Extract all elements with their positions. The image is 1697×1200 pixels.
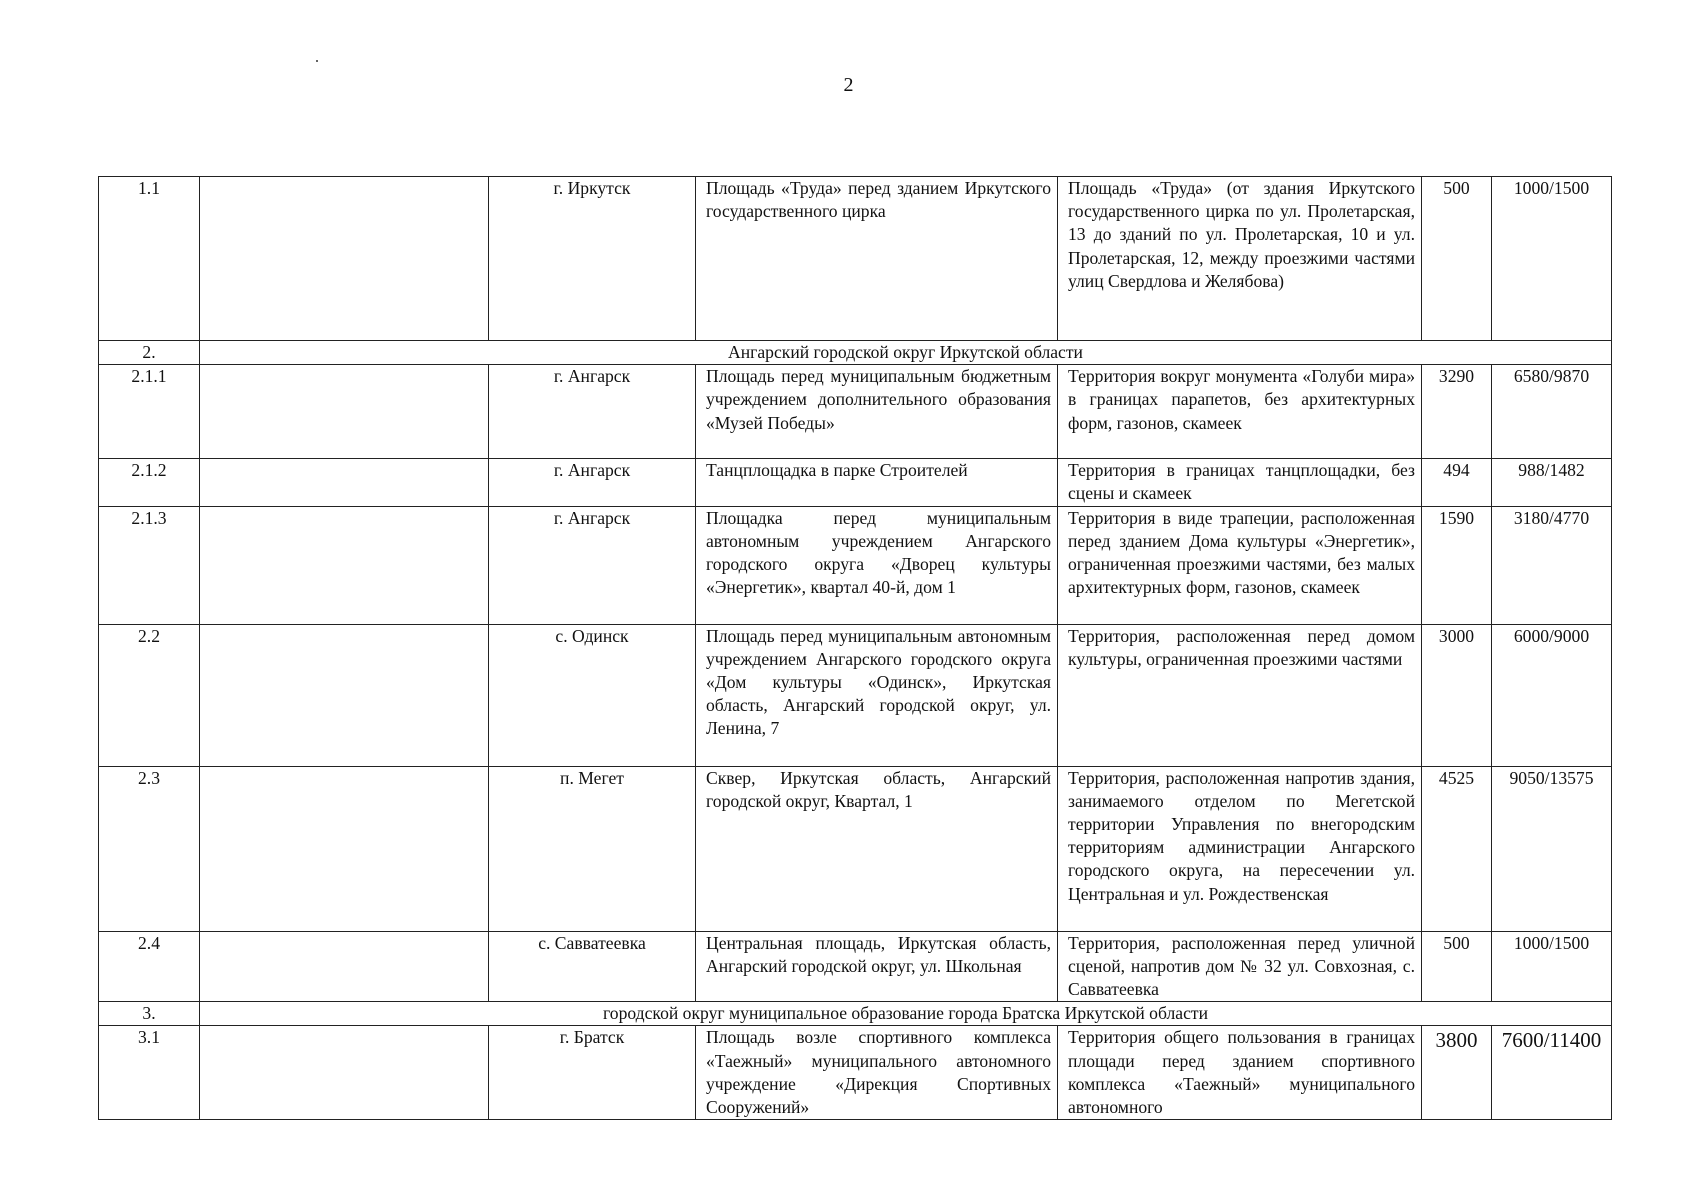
group-title: городской округ муниципальное образование города Братска Иркутской области <box>200 1002 1612 1026</box>
row-number: 2.1.2 <box>99 459 200 506</box>
area-cell: 500 <box>1422 177 1492 341</box>
capacity-cell: 3180/4770 <box>1492 506 1612 624</box>
table-row <box>99 931 1612 1002</box>
settlement-cell: г. Иркутск <box>489 177 696 341</box>
area-cell: 3000 <box>1422 624 1492 766</box>
area-cell: 1590 <box>1422 506 1492 624</box>
empty-cell <box>200 365 489 459</box>
row-number: 2.1.1 <box>99 365 200 459</box>
empty-cell <box>200 177 489 341</box>
group-number: 3. <box>99 1002 200 1026</box>
row-number: 2.4 <box>99 931 200 1002</box>
capacity-cell: 1000/1500 <box>1492 931 1612 1002</box>
territory-cell: Территория, расположенная перед домом культуры, ограниченная проезжими частями <box>1058 624 1422 766</box>
area-cell: 3290 <box>1422 365 1492 459</box>
table-row <box>99 177 1612 341</box>
capacity-cell: 6580/9870 <box>1492 365 1612 459</box>
objects-table <box>98 176 1612 1120</box>
capacity-cell: 9050/13575 <box>1492 766 1612 931</box>
object-cell: Площадка перед муниципальным автономным учреждением Ангарского городского округа «Дворец культуры «Энергетик», квартал 40-й, дом 1 <box>696 506 1058 624</box>
settlement-cell: с. Савватеевка <box>489 931 696 1002</box>
empty-cell <box>200 624 489 766</box>
object-cell: Центральная площадь, Иркутская область, Ангарский городской округ, ул. Школьная <box>696 931 1058 1002</box>
empty-cell <box>200 506 489 624</box>
row-number: 3.1 <box>99 1026 200 1120</box>
settlement-cell: с. Одинск <box>489 624 696 766</box>
empty-cell <box>200 931 489 1002</box>
group-number: 2. <box>99 341 200 365</box>
area-cell: 500 <box>1422 931 1492 1002</box>
object-cell: Сквер, Иркутская область, Ангарский городской округ, Квартал, 1 <box>696 766 1058 931</box>
area-cell: 4525 <box>1422 766 1492 931</box>
table-row <box>99 459 1612 506</box>
empty-cell <box>200 766 489 931</box>
object-cell: Танцплощадка в парке Строителей <box>696 459 1058 506</box>
table-row <box>99 365 1612 459</box>
settlement-cell: г. Братск <box>489 1026 696 1120</box>
object-cell: Площадь возле спортивного комплекса «Таежный» муниципального автономного учреждение «Дирекция Спортивных Сооружений» <box>696 1026 1058 1120</box>
empty-cell <box>200 459 489 506</box>
territory-cell: Территория в границах танцплощадки, без сцены и скамеек <box>1058 459 1422 506</box>
object-cell: Площадь перед муниципальным автономным учреждением Ангарского городского округа «Дом культуры «Одинск», Иркутская область, Ангарский городской округ, ул. Ленина, 7 <box>696 624 1058 766</box>
capacity-cell: 6000/9000 <box>1492 624 1612 766</box>
territory-cell: Территория общего пользования в границах площади перед зданием спортивного комплекса «Таежный» муниципального автономного <box>1058 1026 1422 1120</box>
settlement-cell: г. Ангарск <box>489 506 696 624</box>
row-number: 2.3 <box>99 766 200 931</box>
area-cell: 494 <box>1422 459 1492 506</box>
row-number: 2.1.3 <box>99 506 200 624</box>
territory-cell: Территория в виде трапеции, расположенная перед зданием Дома культуры «Энергетик», ограниченная проезжими частями, без малых архитектурных форм, газонов, скамеек <box>1058 506 1422 624</box>
table-row <box>99 506 1612 624</box>
territory-cell: Территория вокруг монумента «Голуби мира» в границах парапетов, без архитектурных форм, газонов, скамеек <box>1058 365 1422 459</box>
group-row <box>99 341 1612 365</box>
empty-cell <box>200 1026 489 1120</box>
group-title: Ангарский городской округ Иркутской области <box>200 341 1612 365</box>
stray-dot <box>316 60 318 62</box>
settlement-cell: п. Мегет <box>489 766 696 931</box>
territory-cell: Территория, расположенная напротив здания, занимаемого отделом по Мегетской территории Управления по внегородским территориям администрации Ангарского городского округа, на пересечении ул. Центральная и ул. Рождественская <box>1058 766 1422 931</box>
table-row <box>99 766 1612 931</box>
area-cell: 3800 <box>1422 1026 1492 1120</box>
territory-cell: Территория, расположенная перед уличной сценой, напротив дом № 32 ул. Совхозная, с. Савватеевка <box>1058 931 1422 1002</box>
object-cell: Площадь «Труда» перед зданием Иркутского государственного цирка <box>696 177 1058 341</box>
page-number: 2 <box>843 74 854 96</box>
territory-cell: Площадь «Труда» (от здания Иркутского государственного цирка по ул. Пролетарская, 13 до зданий по ул. Пролетарская, 10 и ул. Пролетарская, 12, между проезжими частями улиц Свердлова и Желябова) <box>1058 177 1422 341</box>
object-cell: Площадь перед муниципальным бюджетным учреждением дополнительного образования «Музей Победы» <box>696 365 1058 459</box>
row-number: 1.1 <box>99 177 200 341</box>
capacity-cell: 1000/1500 <box>1492 177 1612 341</box>
capacity-cell: 988/1482 <box>1492 459 1612 506</box>
table-row <box>99 624 1612 766</box>
table-row <box>99 1026 1612 1120</box>
group-row <box>99 1002 1612 1026</box>
settlement-cell: г. Ангарск <box>489 365 696 459</box>
capacity-cell: 7600/11400 <box>1492 1026 1612 1120</box>
settlement-cell: г. Ангарск <box>489 459 696 506</box>
row-number: 2.2 <box>99 624 200 766</box>
